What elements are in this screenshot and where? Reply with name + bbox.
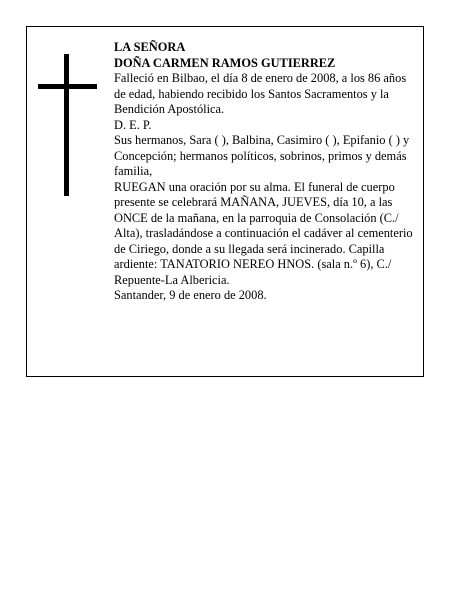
dep-line: D. E. P.: [114, 117, 152, 132]
cross-icon-crossbar: [38, 84, 97, 89]
obituary-text: [114, 40, 420, 304]
place-date: Santander, 9 de enero de 2008.: [114, 288, 267, 302]
family-list: Sus hermanos, Sara ( ), Balbina, Casimiro ( ), Epifanio ( ) y Concepción; hermanos políticos, sobrinos, primos y demás familia,: [114, 133, 410, 178]
cross-icon: [64, 54, 69, 196]
heading-title: LA SEÑORA: [114, 40, 186, 54]
funeral-details: RUEGAN una oración por su alma. El funeral de cuerpo presente se celebrará MAÑANA, JUEVES, día 10, a las ONCE de la mañana, en la parroquia de Consolación (C./ Alta), trasladándose a continuación el cadáver al cementerio de Ciriego, donde a su llegada será incinerado. Capilla ardiente: TANATORIO NEREO HNOS. (sala n.º 6), C./ Repuente-La Albericia.: [114, 179, 413, 287]
death-details: Falleció en Bilbao, el día 8 de enero de 2008, a los 86 años de edad, habiendo recibido los Santos Sacramentos y la Bendición Apostólica.: [114, 71, 407, 116]
deceased-name: DOÑA CARMEN RAMOS GUTIERREZ: [114, 55, 336, 70]
